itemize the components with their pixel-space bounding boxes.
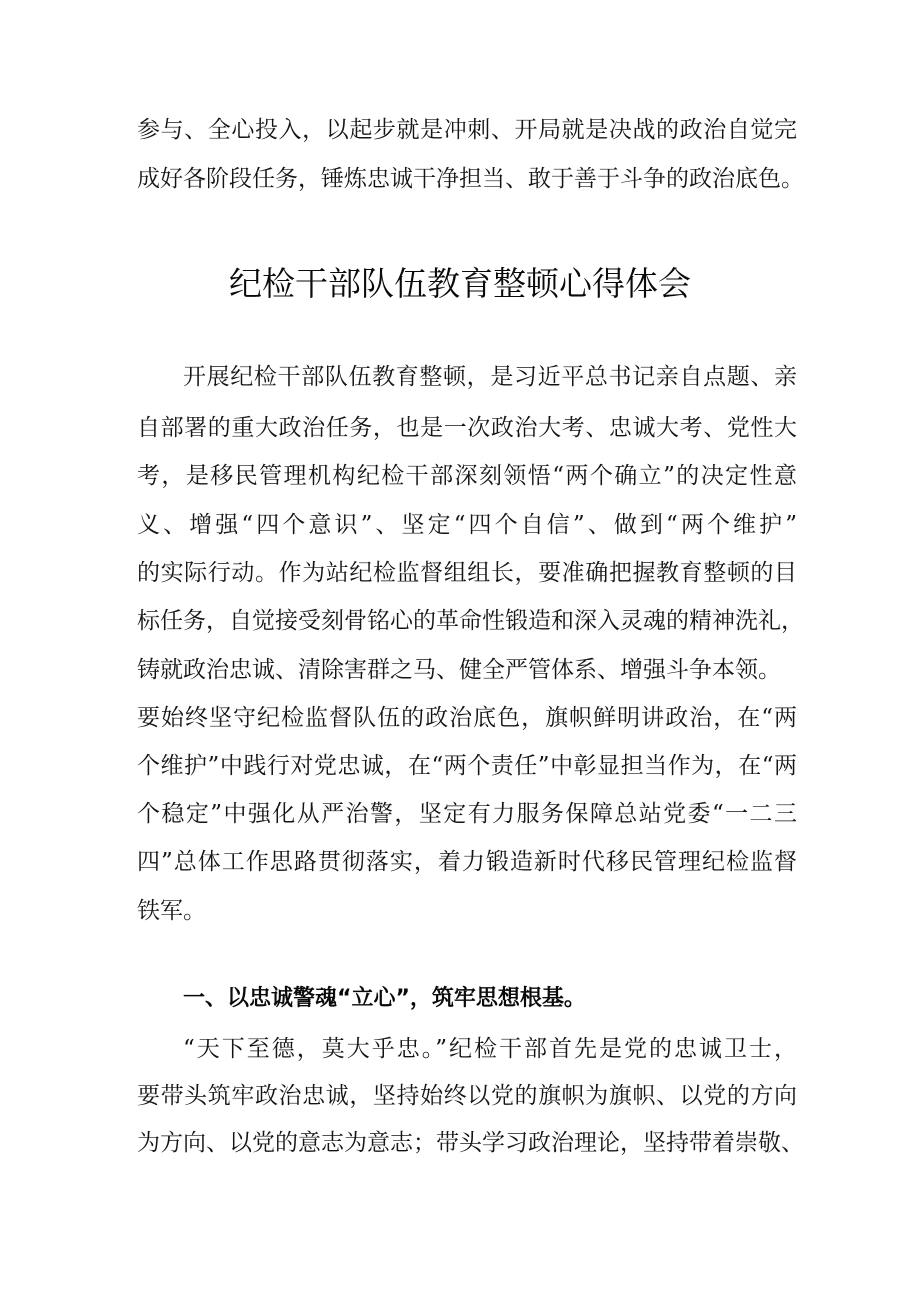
paragraph-line: 义、增强“四个意识”、坚定“四个自信”、做到“两个维护” — [137, 512, 797, 538]
paragraph-line: 个维护”中践行对党忠诚，在“两个责任”中彰显担当作为，在“两 — [137, 753, 797, 779]
paragraph-line: 标任务，自觉接受刻骨铭心的革命性锻造和深入灵魂的精神洗礼， — [137, 608, 804, 634]
paragraph-line: 铁军。 — [137, 898, 206, 924]
paragraph-line: 的实际行动。作为站纪检监督组组长，要准确把握教育整顿的目 — [137, 560, 797, 586]
intro-line: 成好各阶段任务，锤炼忠诚干净担当、敢于善于斗争的政治底色。 — [137, 166, 804, 192]
paragraph-line: 要始终坚守纪检监督队伍的政治底色，旗帜鲜明讲政治，在“两 — [137, 705, 797, 731]
paragraph-line: “天下至德，莫大乎忠。”纪检干部首先是党的忠诚卫士， — [183, 1036, 797, 1062]
paragraph-line: 铸就政治忠诚、清除害群之马、健全严管体系、增强斗争本领。 — [137, 657, 781, 683]
paragraph-line: 四”总体工作思路贯彻落实，着力锻造新时代移民管理纪检监督 — [137, 849, 797, 875]
section-heading: 一、以忠诚警魂“立心”，筑牢思想根基。 — [183, 986, 586, 1011]
paragraph-line: 开展纪检干部队伍教育整顿，是习近平总书记亲自点题、亲 — [183, 364, 797, 390]
intro-line: 参与、全心投入，以起步就是冲刺、开局就是决战的政治自觉完 — [137, 117, 797, 143]
paragraph-line: 为方向、以党的意志为意志；带头学习政治理论，坚持带着崇敬、 — [137, 1130, 804, 1156]
paragraph-line: 自部署的重大政治任务，也是一次政治大考、忠诚大考、党性大 — [137, 415, 797, 441]
paragraph-line: 考，是移民管理机构纪检干部深刻领悟“两个确立”的决定性意 — [137, 463, 797, 489]
article-title: 纪检干部队伍教育整顿心得体会 — [229, 264, 691, 303]
paragraph-line: 要带头筑牢政治忠诚，坚持始终以党的旗帜为旗帜、以党的方向 — [137, 1083, 797, 1109]
paragraph-line: 个稳定”中强化从严治警，坚定有力服务保障总站党委“一二三 — [137, 801, 797, 827]
